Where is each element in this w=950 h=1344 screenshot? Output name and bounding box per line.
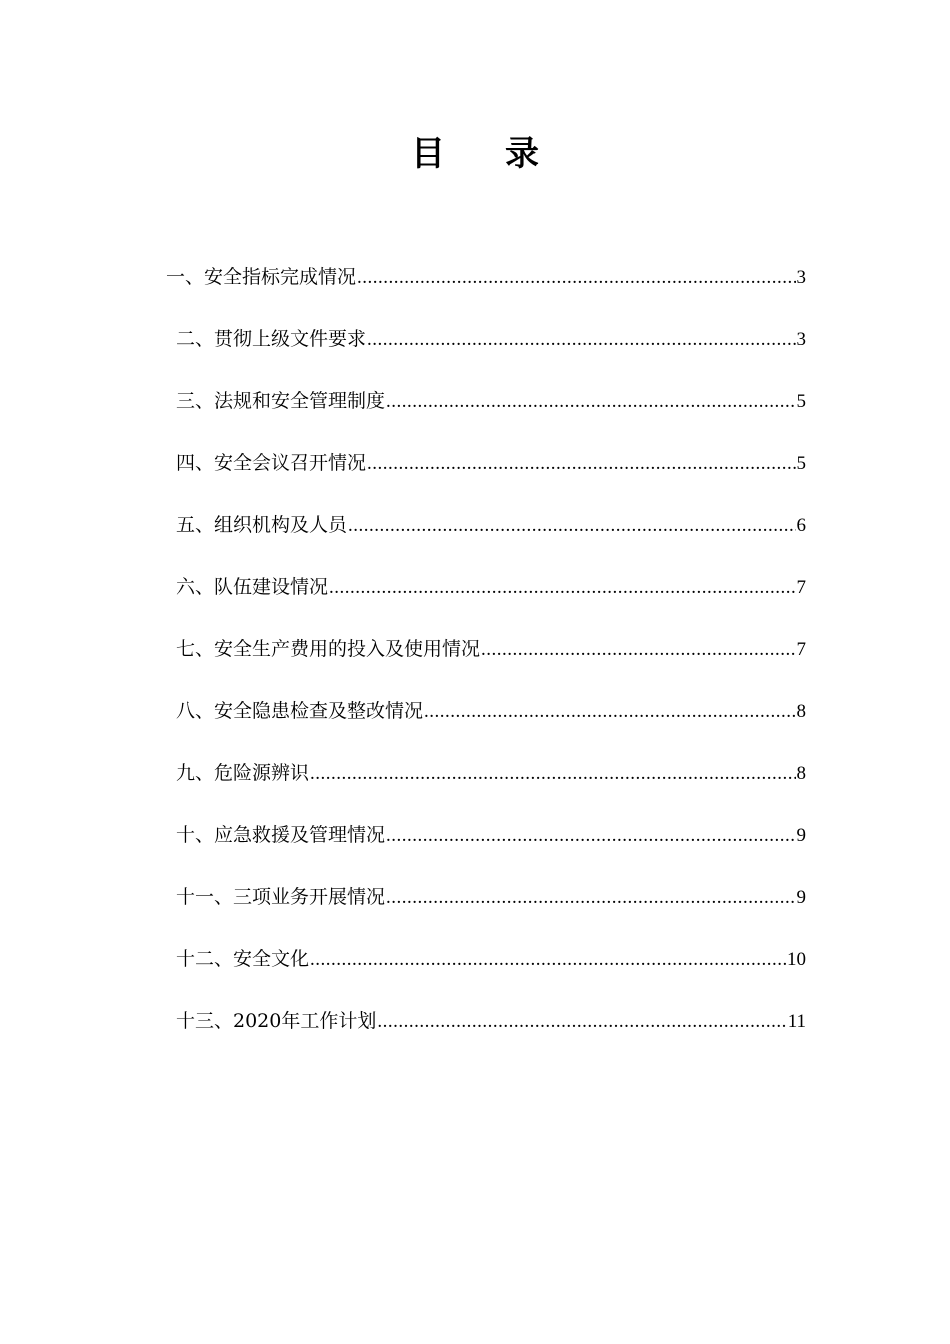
toc-page-number: 3 xyxy=(796,267,806,288)
toc-leader-dots xyxy=(367,325,795,355)
toc-entry-label: 三、法规和安全管理制度 xyxy=(176,390,386,412)
toc-entry-8[interactable] xyxy=(176,696,806,726)
toc-entry-9[interactable] xyxy=(176,758,806,788)
toc-page-number: 10 xyxy=(787,949,806,970)
title-char-1: 目 xyxy=(411,134,445,174)
toc-leader-dots xyxy=(377,1007,786,1037)
toc-leader-dots xyxy=(329,573,795,603)
toc-leader-dots xyxy=(424,697,795,727)
toc-entry-10[interactable] xyxy=(176,820,806,850)
toc-leader-dots xyxy=(386,387,795,417)
toc-leader-dots xyxy=(310,945,786,975)
toc-entry-label: 八、安全隐患检查及整改情况 xyxy=(176,700,424,722)
toc-page-number: 3 xyxy=(796,329,806,350)
toc-entry-label: 九、危险源辨识 xyxy=(176,762,310,784)
toc-page-number: 9 xyxy=(796,825,806,846)
toc-page-number: 6 xyxy=(796,515,806,536)
toc-leader-dots xyxy=(386,821,795,851)
toc-entry-13[interactable] xyxy=(176,1006,806,1036)
toc-entry-label: 二、贯彻上级文件要求 xyxy=(176,328,367,350)
toc-entry-4[interactable] xyxy=(176,448,806,478)
toc-leader-dots xyxy=(348,511,795,541)
toc-leader-dots xyxy=(357,263,795,293)
toc-page-number: 9 xyxy=(796,887,806,908)
toc-leader-dots xyxy=(481,635,795,665)
toc-page-number: 7 xyxy=(796,639,806,660)
toc-entry-label: 四、安全会议召开情况 xyxy=(176,452,367,474)
toc-leader-dots xyxy=(367,449,795,479)
toc-page-number: 8 xyxy=(796,701,806,722)
toc-entry-label: 十、应急救援及管理情况 xyxy=(176,824,386,846)
toc-entry-11[interactable] xyxy=(176,882,806,912)
toc-entry-3[interactable] xyxy=(176,386,806,416)
toc-entry-label: 一、安全指标完成情况 xyxy=(166,266,357,288)
toc-entry-1[interactable] xyxy=(166,262,806,292)
toc-page-number: 7 xyxy=(796,577,806,598)
toc-page-number: 11 xyxy=(787,1011,806,1032)
toc-entry-2[interactable] xyxy=(176,324,806,354)
toc-entry-7[interactable] xyxy=(176,634,806,664)
toc-entry-label: 六、队伍建设情况 xyxy=(176,576,329,598)
title-char-2: 录 xyxy=(505,134,539,174)
toc-entry-12[interactable] xyxy=(176,944,806,974)
toc-entry-label: 七、安全生产费用的投入及使用情况 xyxy=(176,638,481,660)
toc-entry-6[interactable] xyxy=(176,572,806,602)
toc-entry-label: 十一、三项业务开展情况 xyxy=(176,886,386,908)
toc-leader-dots xyxy=(386,883,795,913)
toc-page-number: 5 xyxy=(796,453,806,474)
toc-entry-label: 五、组织机构及人员 xyxy=(176,514,348,536)
toc-entry-label: 十三、2020年工作计划 xyxy=(176,1010,377,1032)
toc-entry-5[interactable] xyxy=(176,510,806,540)
toc-page-number: 5 xyxy=(796,391,806,412)
toc-leader-dots xyxy=(310,759,795,789)
toc-entry-label: 十二、安全文化 xyxy=(176,948,310,970)
toc-page-number: 8 xyxy=(796,763,806,784)
page-title xyxy=(0,128,950,180)
